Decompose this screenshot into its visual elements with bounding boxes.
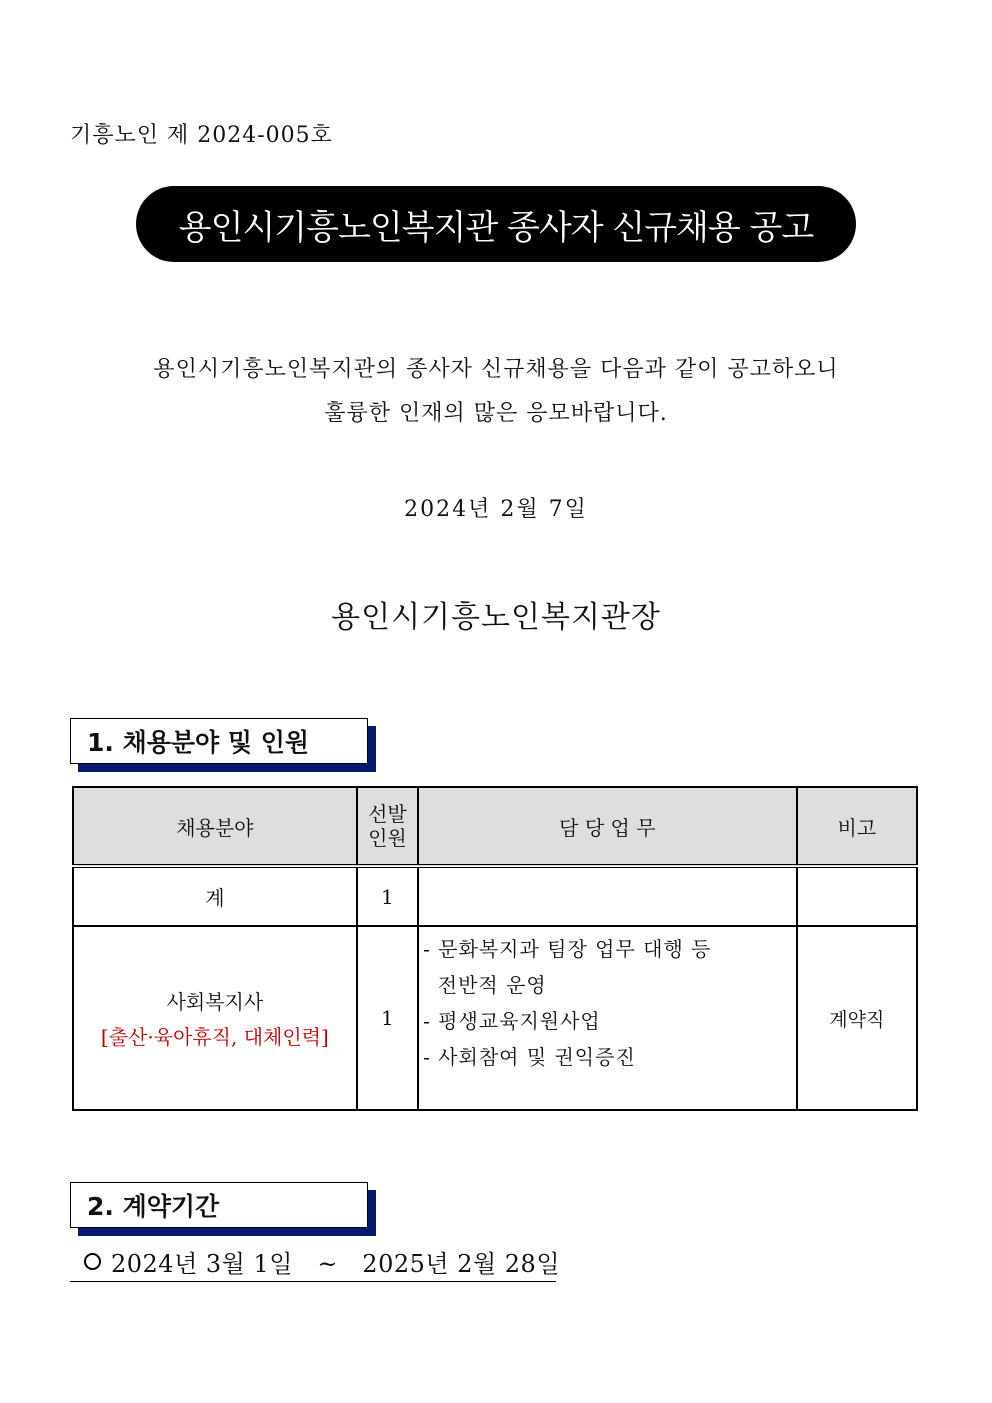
count-cell: 1 <box>357 926 418 1110</box>
page-title: 용인시기흥노인복지관 종사자 신규채용 공고 <box>178 207 814 248</box>
section-heading-contract-period <box>70 1182 368 1228</box>
table-header-row <box>73 787 917 866</box>
total-duty <box>418 866 797 926</box>
header-duty: 담 당 업 무 <box>418 787 797 866</box>
issuer-signature: 용인시기흥노인복지관장 <box>331 600 661 635</box>
header-count-line-1: 선발 <box>368 802 407 826</box>
total-note <box>797 866 917 926</box>
duty-item: 전반적 운영 <box>423 973 547 997</box>
note-cell: 계약직 <box>797 926 917 1110</box>
total-count: 1 <box>357 866 418 926</box>
table-row <box>73 926 917 1110</box>
circle-bullet-icon <box>84 1253 101 1270</box>
page-title-banner <box>136 186 856 262</box>
duty-item: - 문화복지과 팀장 업무 대행 등 <box>423 937 712 961</box>
header-count <box>357 787 418 866</box>
header-field: 채용분야 <box>73 787 357 866</box>
announcement-date: 2024년 2월 7일 <box>404 497 588 522</box>
duty-item: - 평생교육지원사업 <box>423 1009 601 1033</box>
section-heading-text: 2. 계약기간 <box>87 1192 220 1221</box>
section-heading-recruitment <box>70 718 368 764</box>
field-name: 사회복지사 <box>166 990 264 1014</box>
document-number: 기흥노인 제 2024-005호 <box>70 123 333 148</box>
field-cell <box>73 926 357 1110</box>
duty-item: - 사회참여 및 권익증진 <box>423 1045 636 1069</box>
table-row-total <box>73 866 917 926</box>
section-heading-text: 1. 채용분야 및 인원 <box>87 728 310 757</box>
field-subnote: [출산·육아휴직, 대체인력] <box>100 1025 329 1049</box>
contract-period-text: 2024년 3월 1일 ~ 2025년 2월 28일 <box>111 1250 561 1278</box>
header-note: 비고 <box>797 787 917 866</box>
intro-line-2: 훌륭한 인재의 많은 응모바랍니다. <box>324 401 668 426</box>
header-count-line-2: 인원 <box>368 826 407 850</box>
total-label: 계 <box>73 866 357 926</box>
duty-cell <box>418 926 797 1110</box>
recruitment-table <box>72 786 918 1111</box>
contract-period <box>70 1244 561 1282</box>
intro-line-1: 용인시기흥노인복지관의 종사자 신규채용을 다음과 같이 공고하오니 <box>153 357 839 382</box>
